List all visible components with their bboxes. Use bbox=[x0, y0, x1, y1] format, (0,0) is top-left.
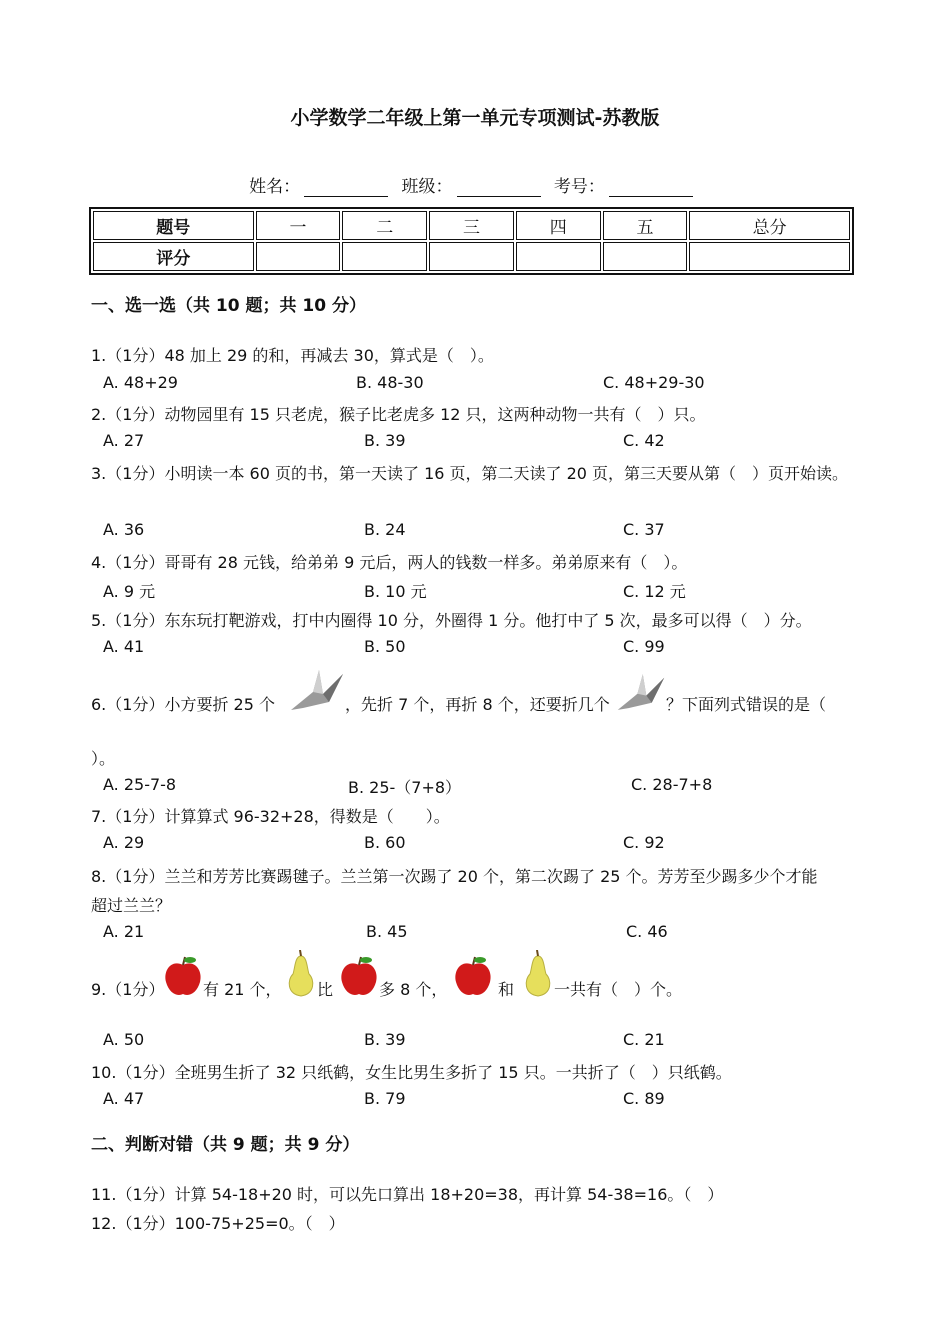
pear-stem bbox=[300, 950, 301, 956]
option-b[interactable]: B. 48-30 bbox=[356, 373, 424, 392]
option-c[interactable]: C. 92 bbox=[623, 833, 665, 852]
pear-stem bbox=[537, 950, 538, 956]
option-b[interactable]: B. 60 bbox=[364, 833, 406, 852]
option-a[interactable]: A. 9 元 bbox=[103, 582, 156, 601]
score-cell[interactable] bbox=[516, 242, 601, 271]
pear-icon bbox=[522, 950, 554, 998]
option-b[interactable]: B. 10 元 bbox=[364, 582, 427, 601]
apple-leaf bbox=[360, 957, 372, 963]
student-info bbox=[0, 172, 950, 197]
option-b[interactable]: B. 25-（7+8） bbox=[348, 778, 462, 797]
apple-body bbox=[455, 963, 490, 995]
id-label: 考号： bbox=[553, 177, 605, 197]
score-header-label: 题号 bbox=[93, 211, 254, 240]
score-cell[interactable] bbox=[689, 242, 850, 271]
score-cell[interactable] bbox=[429, 242, 514, 271]
score-cell[interactable] bbox=[603, 242, 688, 271]
crane-wing bbox=[313, 670, 323, 694]
score-col: 一 bbox=[256, 211, 341, 240]
option-a[interactable]: A. 29 bbox=[103, 833, 145, 852]
option-a[interactable]: A. 47 bbox=[103, 1089, 145, 1108]
option-c[interactable]: C. 37 bbox=[623, 520, 665, 539]
crane-tail bbox=[323, 674, 343, 702]
apple-icon bbox=[453, 955, 493, 997]
class-label: 班级： bbox=[401, 177, 453, 197]
option-b[interactable]: B. 45 bbox=[366, 922, 408, 941]
option-c[interactable]: C. 48+29-30 bbox=[603, 373, 705, 392]
question-text: 4.（1分）哥哥有 28 元钱，给弟弟 9 元后，两人的钱数一样多。弟弟原来有（ ）。 bbox=[91, 553, 688, 572]
question-text-part: ？下面列式错误的是（ bbox=[666, 695, 827, 714]
option-b[interactable]: B. 24 bbox=[364, 520, 406, 539]
pear-body bbox=[526, 956, 550, 996]
page-title: 小学数学二年级上第一单元专项测试-苏教版 bbox=[290, 107, 660, 129]
score-cell[interactable] bbox=[256, 242, 341, 271]
question-text-part: 一共有（ ）个。 bbox=[554, 980, 683, 999]
question-text-part: 6.（1分）小方要折 25 个 bbox=[91, 695, 275, 714]
score-cell[interactable] bbox=[342, 242, 427, 271]
section-title: 二、判断对错（共 9 题；共 9 分） bbox=[91, 1135, 360, 1155]
option-a[interactable]: A. 25-7-8 bbox=[103, 775, 177, 794]
question-text-part: 超过兰兰？ bbox=[91, 896, 172, 915]
paper-crane-icon bbox=[289, 664, 345, 716]
question-text-part: 9.（1分） bbox=[91, 980, 165, 999]
question-text: 10.（1分）全班男生折了 32 只纸鹤，女生比男生多折了 15 只。一共折了（ ）只纸鹤。 bbox=[91, 1063, 732, 1082]
option-c[interactable]: C. 46 bbox=[626, 922, 668, 941]
name-blank[interactable] bbox=[304, 178, 388, 197]
question-text-part: ）。 bbox=[91, 749, 116, 768]
paper-crane-icon bbox=[616, 668, 666, 716]
question-text: 3.（1分）小明读一本 60 页的书，第一天读了 16 页，第二天读了 20 页，第三天要从第（ ）页开始读。 bbox=[91, 464, 849, 483]
option-c[interactable]: C. 42 bbox=[623, 431, 665, 450]
option-a[interactable]: A. 36 bbox=[103, 520, 145, 539]
option-c[interactable]: C. 99 bbox=[623, 637, 665, 656]
option-a[interactable]: A. 27 bbox=[103, 431, 145, 450]
option-b[interactable]: B. 39 bbox=[364, 431, 406, 450]
option-b[interactable]: B. 79 bbox=[364, 1089, 406, 1108]
score-col: 三 bbox=[429, 211, 514, 240]
apple-icon bbox=[339, 955, 379, 997]
score-col: 二 bbox=[342, 211, 427, 240]
question-text: 12.（1分）100-75+25=0。（ ） bbox=[91, 1214, 345, 1233]
option-a[interactable]: A. 41 bbox=[103, 637, 145, 656]
score-col: 总分 bbox=[689, 211, 850, 240]
option-a[interactable]: A. 48+29 bbox=[103, 373, 178, 392]
option-b[interactable]: B. 50 bbox=[364, 637, 406, 656]
question-text-part: 8.（1分）兰兰和芳芳比赛踢毽子。兰兰第一次踢了 20 个，第二次踢了 25 个。芳芳至少踢多少个才能 bbox=[91, 867, 818, 886]
section-title: 一、选一选（共 10 题；共 10 分） bbox=[91, 296, 366, 316]
score-table bbox=[89, 207, 854, 275]
score-table-score-row bbox=[93, 242, 850, 271]
apple-body bbox=[165, 963, 200, 995]
question-text: 2.（1分）动物园里有 15 只老虎，猴子比老虎多 12 只，这两种动物一共有（ ）只。 bbox=[91, 405, 706, 424]
option-b[interactable]: B. 39 bbox=[364, 1030, 406, 1049]
question-text-part: 比 bbox=[317, 980, 334, 999]
apple-leaf bbox=[474, 957, 486, 963]
question-text: 1.（1分）48 加上 29 的和，再减去 30，算式是（ ）。 bbox=[91, 346, 494, 365]
question-text: 11.（1分）计算 54-18+20 时，可以先口算出 18+20=38，再计算 54-38=16。（ ） bbox=[91, 1185, 724, 1204]
option-a[interactable]: A. 50 bbox=[103, 1030, 145, 1049]
question-text-part: 多 8 个， bbox=[379, 980, 448, 999]
name-label: 姓名： bbox=[249, 177, 301, 197]
apple-icon bbox=[163, 955, 203, 997]
id-blank[interactable] bbox=[609, 178, 693, 197]
class-blank[interactable] bbox=[457, 178, 541, 197]
option-c[interactable]: C. 12 元 bbox=[623, 582, 686, 601]
pear-icon bbox=[285, 950, 317, 998]
apple-leaf bbox=[184, 957, 196, 963]
option-c[interactable]: C. 28-7+8 bbox=[631, 775, 713, 794]
apple-body bbox=[341, 963, 376, 995]
question-text-part: 和 bbox=[498, 980, 515, 999]
question-text: 5.（1分）东东玩打靶游戏，打中内圈得 10 分，外圈得 1 分。他打中了 5 次，最多可以得（ ）分。 bbox=[91, 611, 812, 630]
score-table-header-row bbox=[93, 211, 850, 240]
crane-tail bbox=[646, 678, 664, 703]
option-c[interactable]: C. 21 bbox=[623, 1030, 665, 1049]
question-text-part: ，先折 7 个，再折 8 个，还要折几个 bbox=[345, 695, 610, 714]
option-a[interactable]: A. 21 bbox=[103, 922, 145, 941]
score-row-label: 评分 bbox=[93, 242, 254, 271]
option-c[interactable]: C. 89 bbox=[623, 1089, 665, 1108]
score-col: 四 bbox=[516, 211, 601, 240]
crane-wing bbox=[637, 674, 646, 695]
pear-body bbox=[289, 956, 313, 996]
question-text: 7.（1分）计算算式 96-32+28，得数是（ ）。 bbox=[91, 807, 450, 826]
question-text-part: 有 21 个， bbox=[203, 980, 282, 999]
score-col: 五 bbox=[603, 211, 688, 240]
